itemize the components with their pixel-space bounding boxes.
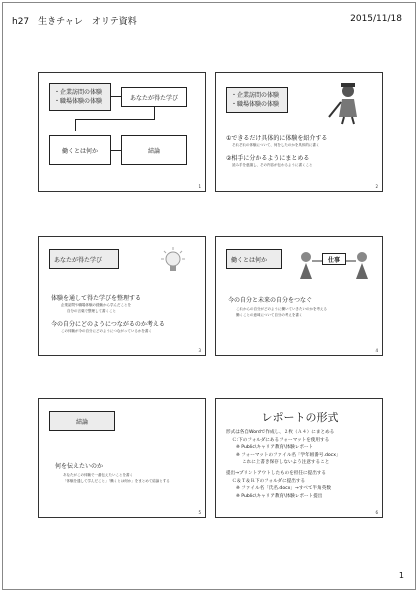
work-sign: 仕事: [322, 253, 346, 265]
item-1-sub-1: あなたがこの体験で一番伝えたいことを書く: [63, 473, 133, 477]
format-line: 形式は各自Wordで作成し、２枚（Ａ４）にまとめる: [226, 430, 335, 435]
bullet-company-visit: ・企業訪問の体験: [54, 89, 103, 96]
slide-number: 4: [375, 348, 378, 353]
slide-5: [38, 398, 206, 518]
item-2-sub: 読み手を意識し、その内容が伝わるように書くこと: [232, 163, 313, 167]
slide-title: レポートの形式: [261, 411, 339, 424]
item-1: ①できるだけ具体的に体験を紹介する: [226, 135, 328, 142]
format-line: Ｃ＆Ｔ＆Ｒ下のフォルダに提出する: [232, 478, 306, 484]
header-title: h27 生きチャレ オリテ資料: [12, 17, 137, 27]
slide-1: [38, 72, 206, 192]
slide-number: 1: [198, 184, 201, 189]
item-1-sub: それぞれの体験について、何をしたのかを具体的に書く: [232, 143, 320, 147]
page-number: 1: [398, 571, 404, 580]
item-1-sub-2: 自分の言葉で整理して書くこと: [67, 309, 116, 313]
item-1: 何を伝えたいのか: [55, 463, 104, 470]
lightbulb-icon: [155, 245, 191, 279]
arrow-left: [75, 119, 155, 120]
learning-box: あなたが得た学び: [121, 87, 187, 107]
item-2-sub: この体験が今の自分にどのようにつながっているかを書く: [61, 329, 152, 333]
bullet-company-visit: ・企業訪問の体験: [231, 92, 280, 99]
worker-icon: [324, 79, 368, 125]
bullet-work-experience: ・職場体験の体験: [231, 101, 280, 108]
slide-number: 2: [375, 184, 378, 189]
header-date: 2015/11/18: [350, 14, 402, 24]
item-1-sub-1: これからの自分がどのように働いていきたいのかを考える: [236, 307, 327, 311]
slide-number: 5: [198, 510, 201, 515]
slide-2: [215, 72, 383, 192]
slide-6: [215, 398, 383, 518]
format-line: ※ フォーマットのファイル名「学年組番号.docx」: [236, 452, 341, 458]
arrow-right-1: [111, 96, 121, 97]
item-2: 今の自分にどのようにつながるのか考える: [51, 321, 165, 328]
arrow-down: [154, 107, 155, 119]
item-1: 体験を通して得た学びを整理する: [51, 295, 142, 302]
slide-title: あなたが得た学び: [49, 249, 119, 269]
item-1: 今の自分と未来の自分をつなぐ: [228, 297, 313, 304]
slide-title: 結論: [49, 411, 115, 431]
work-meaning-box: 働くとは何か: [49, 135, 111, 165]
experience-box: [226, 87, 288, 113]
slide-number: 6: [375, 510, 378, 515]
slide-title: 働くとは何か: [226, 249, 282, 269]
slide-4: [215, 236, 383, 356]
format-line: ※ Public\キャリア教育\体験レポート: [236, 445, 314, 451]
arrow-right-2: [111, 150, 121, 151]
item-2: ②相手に分かるようにまとめる: [226, 155, 310, 162]
slide-number: 3: [198, 348, 201, 353]
format-line: 提出→プリントアウトしたものを担任に提出する: [226, 470, 326, 476]
bullet-work-experience: ・職場体験の体験: [54, 98, 103, 105]
format-lines: [226, 429, 341, 500]
format-line: これに上書き保存しないよう注意すること: [242, 460, 330, 466]
conclusion-box: 結論: [121, 135, 187, 165]
format-line: ※ Public\キャリア教育\体験レポート提出: [236, 493, 323, 499]
item-1-sub-2: 働くことの意味について自分の考えを書く: [236, 313, 303, 317]
format-line: ※ ファイル名「氏名.docx」→すべて半角英数: [236, 486, 331, 492]
format-line: Ｃ:下のフォルダにあるフォーマットを使用する: [232, 437, 330, 443]
experience-box: [49, 83, 111, 111]
work-figures-icon: [294, 245, 374, 285]
slide-3: [38, 236, 206, 356]
arrow-down-2: [75, 119, 76, 131]
item-1-sub-2: 「体験を通して学んだこと」「働くとは何か」をまとめて結論とする: [63, 479, 170, 483]
item-1-sub-1: 企業訪問や職場体験の経験から学んだことを: [61, 303, 131, 307]
